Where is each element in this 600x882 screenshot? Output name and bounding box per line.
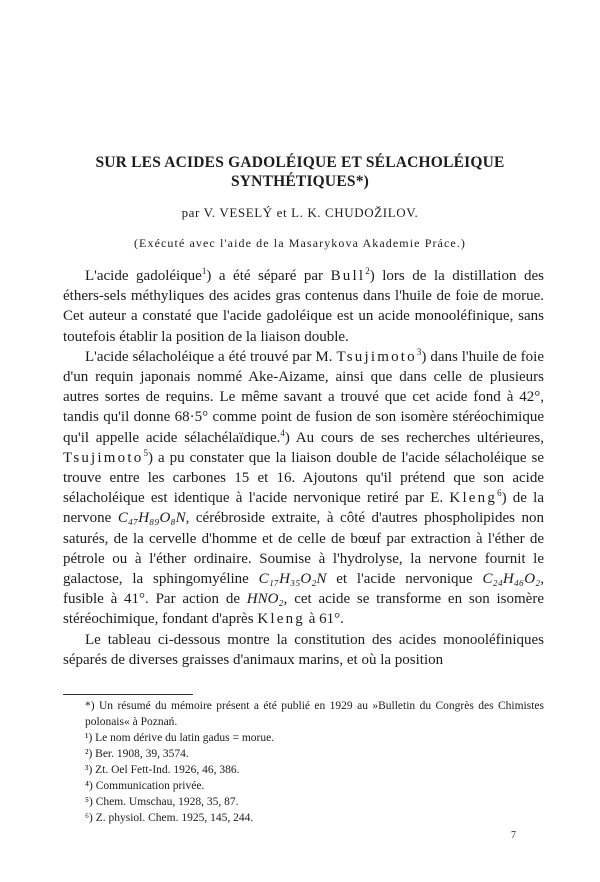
- text-run: ) a été séparé par: [206, 268, 331, 284]
- author-name: Kleng: [449, 490, 498, 507]
- footnote-item: ²) Ber. 1908, 39, 3574.: [85, 748, 189, 760]
- author-name: Tsujimoto: [63, 449, 144, 466]
- footnote-item: ⁵) Chem. Umschau, 1928, 35, 87.: [85, 796, 239, 808]
- footnote-ref: 5: [143, 447, 148, 458]
- article-title-line2: SYNTHÉTIQUES*): [230, 173, 370, 190]
- footnote-item: ¹) Le nom dérive du latin gadus = morue.: [85, 732, 275, 744]
- footnote-ref: 6: [497, 488, 502, 499]
- author-name: Tsujimoto: [336, 348, 417, 365]
- text-run: , cérébroside extraite, à côté d'autres phospholipides non saturés, de la cervelle d'homme et de celle de bœuf par extraction à l'éther de pétrole ou à l'éther ordinaire. Soumise à l'hydrolyse, la nervone fournit le galactose, la sphingomyéline: [63, 510, 545, 588]
- text-run: L'acide gadoléique: [85, 268, 202, 284]
- article-title-line1: SUR LES ACIDES GADOLÉIQUE ET SÉLACHOLÉIQUE: [95, 154, 505, 171]
- chemical-formula: C₂₄H₄₆O₂: [482, 571, 541, 588]
- text-run: , fusible à 41°. Par action de: [63, 571, 544, 608]
- text-run: ) lors de la distillation des éthers-sels méthyliques des acides gras contenus dans l'huile de foie de morue. Cet auteur a constaté que l'acide gadoléique est un acide monooléfinique, sans toutefois établir la position de la liaison double.: [63, 268, 544, 345]
- text-run: ) Au cours de ses recherches ultérieures,: [284, 429, 544, 446]
- authors-line: par V. VESELÝ et L. K. CHUDOŽILOV.: [181, 205, 419, 220]
- footnote-ref: 1: [201, 266, 207, 276]
- paragraph-2: [63, 347, 544, 630]
- author-name: Bull: [330, 268, 366, 284]
- footnote-ref: 2: [365, 266, 370, 276]
- footnote-item: ⁶) Z. physiol. Chem. 1925, 145, 244.: [85, 812, 254, 824]
- chemical-formula: C₄₇H₈₉O₈N: [117, 510, 186, 527]
- footnote-ref: 3: [416, 346, 422, 357]
- execution-note: (Exécuté avec l'aide de la Masarykova Akademie Práce.): [133, 236, 467, 250]
- footnote-item: *) Un résumé du mémoire présent a été publié en 1929 au »Bulletin du Congrès des Chimistes polonais« à Poznań.: [85, 700, 544, 728]
- footnote-divider: [63, 694, 193, 695]
- text-run: et l'acide nervonique: [326, 571, 483, 588]
- text-run: , cet acide se transforme en son isomère stéréochimique, fondant d'après: [63, 591, 544, 628]
- author-name: Kleng: [257, 611, 305, 628]
- paragraph-1: [63, 266, 544, 347]
- text-run: ) de la nervone: [63, 490, 544, 527]
- chemical-formula: C₁₇H₃₅O₂N: [258, 571, 327, 588]
- footnote-item: ⁴) Communication privée.: [85, 780, 205, 792]
- text-run: ) a pu constater que la liaison double de l'acide sélacholéique se trouve entre les carbones 15 et 16. Ajoutons qu'il prétend que son acide sélacholéique est identique à l'acide nervonique retiré par E.: [63, 449, 544, 507]
- footnote-item: ³) Zt. Oel Fett-Ind. 1926, 46, 386.: [85, 764, 240, 776]
- text-run: à 61°.: [304, 611, 344, 628]
- paragraph-3: Le tableau ci-dessous montre la constitution des acides monooléfiniques séparés de diverses graisses d'animaux marins, et où la position: [63, 631, 544, 668]
- footnote-ref: 4: [280, 427, 285, 438]
- page-number: 7: [511, 830, 516, 841]
- text-run: ) dans l'huile de foie d'un requin japonais nommé Ake-Aizame, ainsi que dans celle de plusieurs autres sortes de requins. Le même savant a trouvé que cet acide fond à 42°, tandis qu'il donne 68·5° comme point de fusion de son isomère stéréochimique qu'il appelle acide sélachélaïdique.: [63, 348, 544, 446]
- text-run: L'acide sélacholéique a été trouvé par M.: [85, 348, 337, 365]
- article-body: [63, 266, 544, 670]
- footnotes: [63, 698, 544, 826]
- chemical-formula: HNO₂: [246, 591, 284, 608]
